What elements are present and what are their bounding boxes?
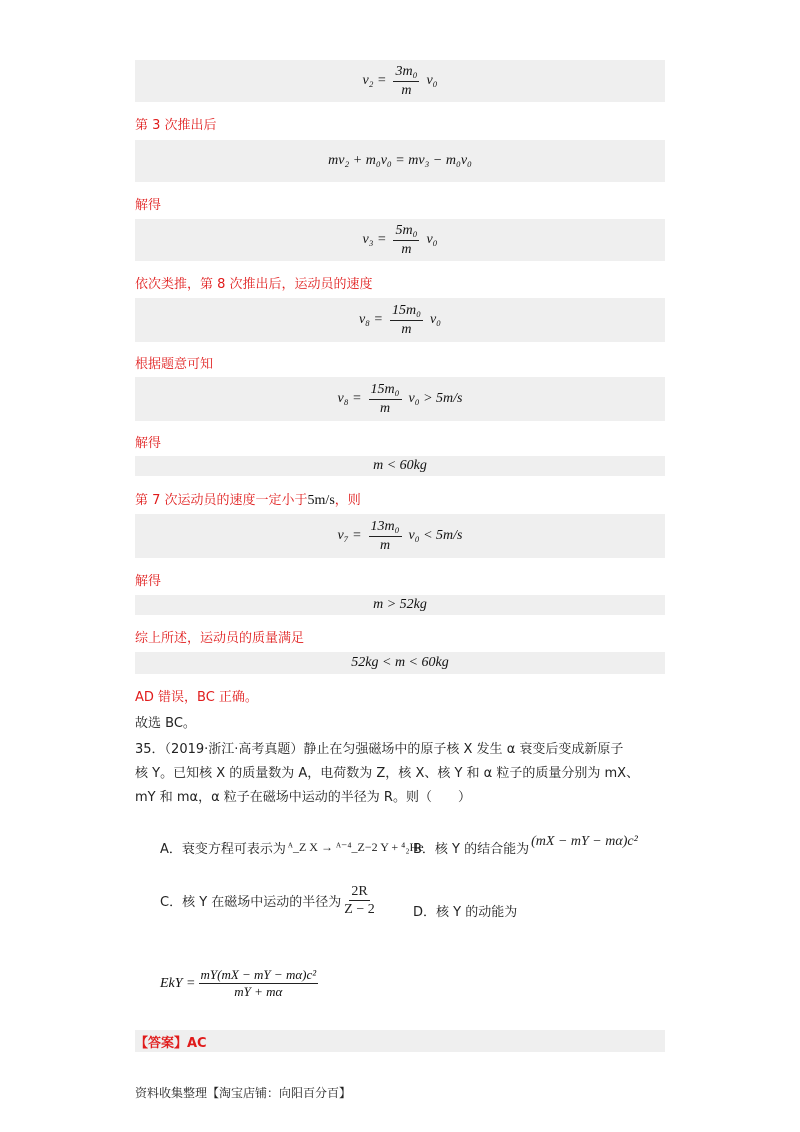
fraction bbox=[393, 64, 419, 98]
eq-rhs: v₀ bbox=[426, 232, 438, 247]
footer-source: 资料收集整理【淘宝店铺：向阳百分百】 bbox=[135, 1086, 352, 1100]
eq-lhs: v₂ = bbox=[362, 73, 387, 88]
fraction-denominator: m bbox=[401, 82, 412, 98]
eq-rhs: v₀ bbox=[429, 312, 442, 327]
question-line-1: 35．（2019·浙江·高考真题）静止在匀强磁场中的原子核 X 发生 α 衰变后变成新原子 bbox=[135, 742, 624, 757]
label-choice: 故选 BC。 bbox=[135, 716, 196, 731]
fraction bbox=[393, 223, 419, 257]
option-b-equation: (mX − mY − mα)c² bbox=[531, 833, 638, 849]
option-c-text: C．核 Y 在磁场中运动的半径为 bbox=[160, 895, 342, 911]
label-seventh-end: ，则 bbox=[334, 493, 361, 508]
fraction-numerator: 3m₀ bbox=[393, 64, 419, 81]
eq-lhs: v₃ = bbox=[362, 232, 387, 247]
equation-v7 bbox=[135, 514, 665, 558]
fraction bbox=[199, 968, 319, 1000]
equation-v3 bbox=[135, 219, 665, 261]
fraction-numerator: 13m₀ bbox=[369, 519, 402, 536]
answer-text: 【答案】AC bbox=[135, 1035, 207, 1051]
eq-lhs: EkY = bbox=[160, 975, 196, 991]
equation-v2 bbox=[135, 60, 665, 102]
eq-m-lt-text: m < 60kg bbox=[373, 458, 427, 473]
fraction-numerator: 5m₀ bbox=[393, 223, 419, 240]
option-a-equation: ᴬ_Z X → ᴬ⁻⁴_Z−2 Y + ⁴₂He bbox=[287, 840, 424, 854]
equation-momentum bbox=[135, 140, 665, 182]
answer-bar bbox=[135, 1030, 665, 1052]
question-line-2: 核 Y。已知核 X 的质量数为 A，电荷数为 Z，核 X、核 Y 和 α 粒子的质量分别为 mX、 bbox=[135, 766, 640, 781]
option-b bbox=[413, 833, 638, 857]
eq-rhs: v₀ bbox=[426, 73, 438, 88]
fraction-denominator: m bbox=[379, 537, 391, 553]
label-solve-2: 解得 bbox=[135, 436, 162, 451]
label-given: 根据题意可知 bbox=[135, 357, 214, 372]
eq-rhs: v₀ > 5m/s bbox=[408, 391, 463, 406]
equation-kinetic-energy bbox=[160, 968, 321, 1000]
equation-v8 bbox=[135, 298, 665, 342]
fraction-denominator: m bbox=[401, 321, 412, 337]
fraction-numerator: 15m₀ bbox=[390, 303, 423, 320]
eq-lhs: v₈ = bbox=[358, 312, 383, 327]
fraction bbox=[369, 519, 402, 553]
fraction-denominator: m bbox=[379, 400, 391, 416]
option-a bbox=[160, 838, 424, 857]
fraction bbox=[390, 303, 423, 337]
eq-lhs: v₈ = bbox=[337, 391, 362, 406]
option-a-text: A．衰变方程可表示为 bbox=[160, 842, 286, 857]
equation-mass-range bbox=[135, 652, 665, 674]
label-eighth-push: 依次类推，第 8 次推出后，运动员的速度 bbox=[135, 277, 373, 292]
fraction-numerator: 2R bbox=[349, 884, 369, 901]
fraction-denominator: Z − 2 bbox=[344, 902, 375, 918]
fraction-numerator: mY(mX − mY − mα)c² bbox=[199, 968, 319, 984]
label-solve-1: 解得 bbox=[135, 198, 162, 213]
equation-v8-inequality bbox=[135, 377, 665, 421]
eq-lhs: v₇ = bbox=[337, 528, 362, 543]
option-b-text: B．核 Y 的结合能为 bbox=[413, 842, 530, 857]
option-c-fraction bbox=[344, 884, 374, 918]
label-ad-bc: AD 错误，BC 正确。 bbox=[135, 690, 258, 705]
label-seventh-text: 第 7 次运动员的速度一定小于 bbox=[135, 493, 308, 508]
question-35 bbox=[135, 738, 665, 810]
eq-range-text: 52kg < m < 60kg bbox=[351, 655, 449, 670]
label-third-push: 第 3 次推出后 bbox=[135, 118, 217, 133]
equation-m-upper bbox=[135, 456, 665, 476]
equation-m-lower bbox=[135, 595, 665, 615]
question-line-3: mY 和 mα，α 粒子在磁场中运动的半径为 R。则（ ） bbox=[135, 790, 471, 805]
eq-momentum-text: mv₂ + m₀v₀ = mv₃ − m₀v₀ bbox=[328, 153, 472, 168]
label-seventh-value: 5m/s bbox=[307, 493, 335, 508]
fraction-denominator: mY + mα bbox=[234, 984, 283, 1000]
label-summary: 综上所述，运动员的质量满足 bbox=[135, 631, 305, 646]
eq-rhs: v₀ < 5m/s bbox=[408, 528, 463, 543]
fraction-denominator: m bbox=[401, 241, 412, 257]
option-d: D．核 Y 的动能为 bbox=[413, 905, 518, 920]
option-c bbox=[160, 884, 378, 918]
eq-m-gt-text: m > 52kg bbox=[373, 597, 427, 612]
fraction-numerator: 15m₀ bbox=[369, 382, 402, 399]
label-seventh bbox=[135, 489, 361, 509]
fraction bbox=[369, 382, 402, 416]
label-solve-3: 解得 bbox=[135, 574, 162, 589]
